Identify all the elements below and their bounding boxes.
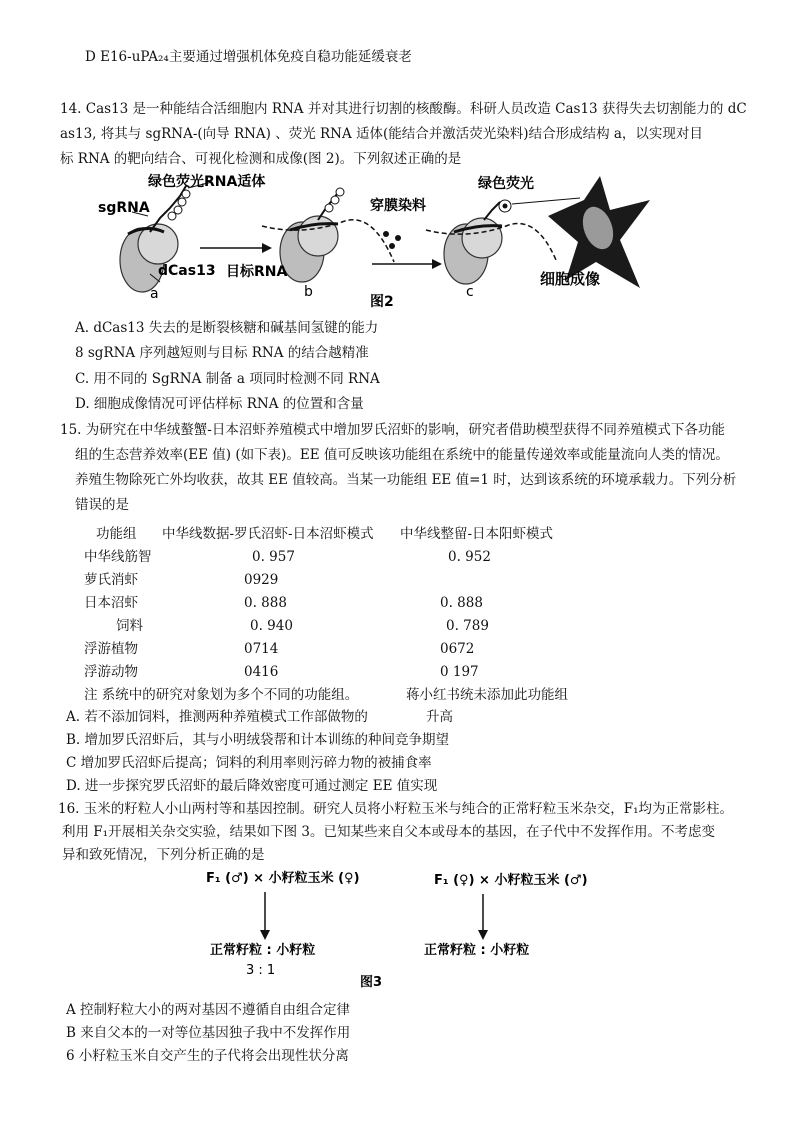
table-row-3-name: 日本沼虾 <box>84 595 138 611</box>
label-green-fluor: 绿色荧光 <box>478 176 534 192</box>
label-dye: 穿膜染料 <box>370 198 426 214</box>
q14-option-c: C. 用不同的 SgRNA 制备 a 项同时检测不同 RNA <box>75 371 380 387</box>
q15-option-a: A. 若不添加饲料，推测两种养殖模式工作部做物的 <box>66 709 368 725</box>
q15-option-b: B. 增加罗氏沼虾后，其与小明绒袋帮和计本训练的种间竞争期望 <box>66 732 450 748</box>
table-note: 注 系统中的研究对象划为多个不同的功能组。 <box>84 687 359 703</box>
table-row-2-v1: 0929 <box>244 572 279 588</box>
table-header-mode1: 中华线数据-罗氏沼虾-日本沼虾模式 <box>162 526 374 542</box>
table-row-5-name: 浮游植物 <box>84 641 138 657</box>
left-result: 正常籽粒 : 小籽粒 <box>210 943 316 958</box>
q16-option-b: B 来自父本的一对等位基因独子我中不发挥作用 <box>66 1025 351 1041</box>
q16-stem-line-1: 16. 玉米的籽粒人小山两村等和基因控制。研究人员将小籽粒玉米与纯合的正常籽粒玉米杂交，F₁均为正常影柱。 <box>58 801 734 817</box>
table-row-6-v2: 0 197 <box>440 664 479 680</box>
table-row-5-v1: 0714 <box>244 641 279 657</box>
label-sgrna: sgRNA <box>98 200 150 216</box>
table-row-4-name: 饲料 <box>116 618 143 634</box>
table-row-3-v1: 0. 888 <box>244 595 287 611</box>
table-row-2-name: 萝氏消虾 <box>84 572 138 588</box>
q15-option-a-tail: 升高 <box>426 709 453 725</box>
left-ratio: 3 : 1 <box>246 963 276 978</box>
table-header-group: 功能组 <box>96 526 137 542</box>
q14-stem-line-3: 标 RNA 的靶向结合、可视化检测和成像(图 2)。下列叙述正确的是 <box>60 151 462 167</box>
q15-stem-line-3: 养殖生物除死亡外均收获，故其 EE 值较高。当某一功能组 EE 值=1 时，达到该系统的环境承载力。下列分析 <box>75 472 737 488</box>
q15-stem-line-1: 15. 为研究在中华绒螯蟹-日本沼虾养殖模式中增加罗氏沼虾的影响，研究者借助模型获得不同养殖模式下各功能 <box>60 422 725 438</box>
label-imaging: 细胞成像 <box>540 270 601 288</box>
table-row-1-name: 中华线筋智 <box>84 549 152 565</box>
q14-stem-line-2: as13, 将其与 sgRNA-(向导 RNA) 、荧光 RNA 适体(能结合并激活荧光染料)结合形成结构 a，以实现对目 <box>60 126 703 142</box>
label-aptamer: 绿色荧光RNA适体 <box>148 174 266 190</box>
figure-2 <box>0 170 794 315</box>
table-row-5-v2: 0672 <box>440 641 475 657</box>
q16-stem-line-2: 利用 F₁开展相关杂交实验，结果如下图 3。已知某些来自父本或母本的基因，在子代中不发挥作用。不考虑变 <box>62 824 715 840</box>
table-row-1-v2: 0. 952 <box>448 549 491 565</box>
left-cross: F₁ (♂) × 小籽粒玉米 (♀) <box>206 871 360 886</box>
q15-option-c: C 增加罗氏沼虾后提高；饲料的利用率则污碎力物的被捕食率 <box>66 755 432 771</box>
label-c: c <box>466 284 474 300</box>
table-row-6-name: 浮游动物 <box>84 664 138 680</box>
q15-stem-line-4: 错误的是 <box>75 497 129 513</box>
table-note-2: 蒋小红书统未添加此功能组 <box>406 687 568 703</box>
q13-option-d: D E16-uPA₂₄主要通过增强机体免疫自稳功能延缓衰老 <box>85 49 412 65</box>
table-row-1-v1: 0. 957 <box>252 549 295 565</box>
figure-3 <box>0 862 794 992</box>
table-header-mode2: 中华线整留-日本阳虾模式 <box>400 526 554 542</box>
q14-stem-line-1: 14. Cas13 是一种能结合活细胞内 RNA 并对其进行切割的核酸酶。科研人员改造 Cas13 获得失去切割能力的 dC <box>60 101 747 117</box>
q15-stem-line-2: 组的生态营养效率(EE 值) (如下表)。EE 值可反映该功能组在系统中的能量传递效率或能量流向人类的情况。 <box>75 447 729 463</box>
q16-option-c: 6 小籽粒玉米自交产生的子代将会出现性状分离 <box>66 1048 349 1064</box>
label-b: b <box>304 284 313 300</box>
q16-stem-line-3: 异和致死情况，下列分析正确的是 <box>62 847 265 863</box>
q14-option-a: A. dCas13 失去的是断裂核糖和碱基间氢键的能力 <box>75 320 379 336</box>
right-result: 正常籽粒 : 小籽粒 <box>424 943 530 958</box>
figure-3-caption: 图3 <box>360 975 383 990</box>
q15-option-d: D. 进一步探究罗氏沼虾的最后降效密度可通过测定 EE 值实现 <box>66 778 438 794</box>
q16-option-a: A 控制籽粒大小的两对基因不遵循自由组合定律 <box>66 1002 351 1018</box>
label-dcas13: dCas13 <box>158 263 216 279</box>
q14-option-b: 8 sgRNA 序列越短则与目标 RNA 的结合越精准 <box>75 345 369 361</box>
table-row-4-v1: 0. 940 <box>250 618 293 634</box>
figure-2-caption: 图2 <box>370 294 394 310</box>
q14-option-d: D. 细胞成像情况可评估样标 RNA 的位置和含量 <box>75 396 364 412</box>
label-a: a <box>150 286 159 302</box>
table-row-4-v2: 0. 789 <box>446 618 489 634</box>
right-cross: F₁ (♀) × 小籽粒玉米 (♂) <box>434 873 588 888</box>
label-target-rna: 目标RNA <box>226 264 288 280</box>
table-row-3-v2: 0. 888 <box>440 595 483 611</box>
table-row-6-v1: 0416 <box>244 664 279 680</box>
